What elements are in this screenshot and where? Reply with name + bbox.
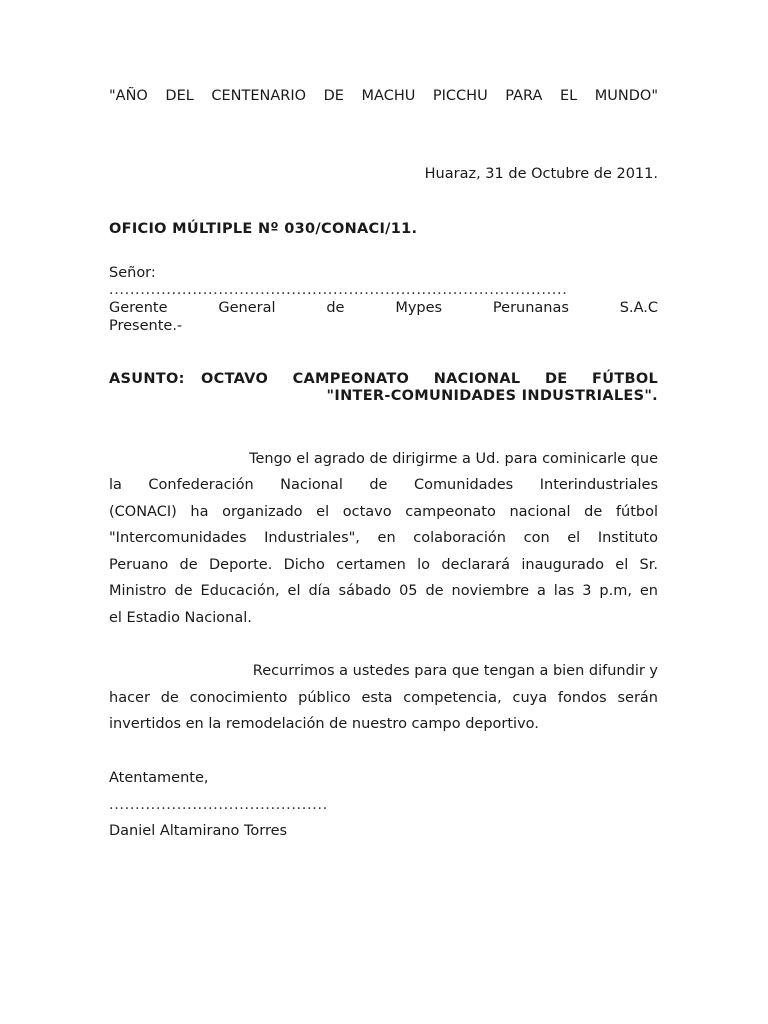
date-line: Huaraz, 31 de Octubre de 2011. bbox=[424, 166, 658, 182]
reference-number: OFICIO MÚLTIPLE Nº 030/CONACI/11. bbox=[109, 221, 418, 237]
closing-text: Atentamente, bbox=[109, 770, 209, 786]
recipient-name-placeholder: ........................................................................................ bbox=[109, 282, 568, 298]
paragraph-1-line: (CONACI) ha organizado el octavo campeonato nacional de fútbol bbox=[109, 504, 658, 520]
salutation: Señor: bbox=[109, 265, 156, 281]
paragraph-2-line: hacer de conocimiento público esta competencia, cuya fondos serán bbox=[109, 690, 658, 706]
subject-line-2: "INTER-COMUNIDADES INDUSTRIALES". bbox=[326, 388, 658, 404]
recipient-closing: Presente.- bbox=[109, 318, 183, 334]
paragraph-2-line: invertidos en la remodelación de nuestro campo deportivo. bbox=[109, 716, 539, 732]
paragraph-1-line: Peruano de Deporte. Dicho certamen lo declarará inaugurado el Sr. bbox=[109, 557, 658, 573]
paragraph-1-line: la Confederación Nacional de Comunidades Interindustriales bbox=[109, 477, 658, 493]
recipient-position: Gerente General de Mypes Perunanas S.A.C bbox=[109, 300, 658, 316]
signature-line: .......................................... bbox=[109, 797, 328, 813]
subject-label: ASUNTO: bbox=[109, 371, 185, 387]
paragraph-1-line: Ministro de Educación, el día sábado 05 de noviembre a las 3 p.m, en bbox=[109, 583, 658, 599]
paragraph-1-line: el Estadio Nacional. bbox=[109, 610, 252, 626]
paragraph-1-line: Tengo el agrado de dirigirme a Ud. para cominicarle que bbox=[249, 451, 658, 467]
paragraph-1-line: "Intercomunidades Industriales", en colaboración con el Instituto bbox=[109, 530, 658, 546]
subject-row bbox=[109, 370, 658, 388]
signer-name: Daniel Altamirano Torres bbox=[109, 823, 288, 839]
paragraph-2-line: Recurrimos a ustedes para que tengan a bien difundir y bbox=[252, 663, 658, 679]
year-motto: "AÑO DEL CENTENARIO DE MACHU PICCHU PARA EL MUNDO" bbox=[109, 88, 658, 104]
subject-line-1: OCTAVO CAMPEONATO NACIONAL DE FÚTBOL bbox=[201, 371, 658, 387]
